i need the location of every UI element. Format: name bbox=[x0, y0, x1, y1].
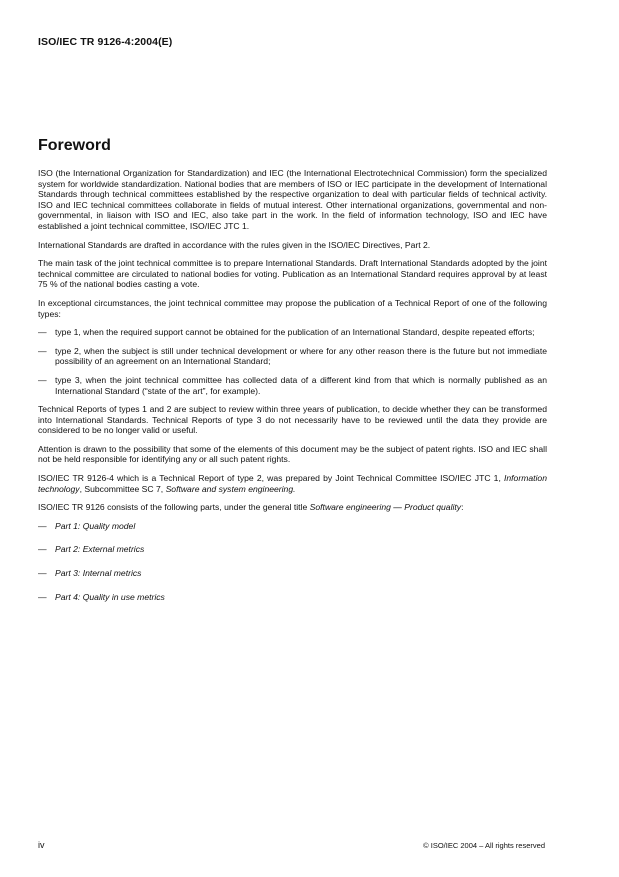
document-id-header: ISO/IEC TR 9126-4:2004(E) bbox=[38, 36, 173, 48]
paragraph-directives: International Standards are drafted in accordance with the rules given in the ISO/IEC Directives, Part 2. bbox=[38, 239, 431, 250]
list-item-text: type 1, when the required support cannot be obtained for the publication of an International Standard, despite repeated efforts; bbox=[55, 327, 535, 338]
dash-bullet: — bbox=[38, 345, 47, 356]
text-run-italic: Software engineering — Product quality bbox=[309, 502, 462, 513]
part-title: Part 1: Quality model bbox=[55, 520, 136, 531]
text-run: : bbox=[461, 502, 464, 513]
list-item-text: type 3, when the joint technical committee has collected data of a different kind from that which is normally published as an International Standard (“state of the art”, for example). bbox=[55, 374, 547, 396]
part-title: Part 3: Internal metrics bbox=[55, 568, 142, 579]
copyright-notice: © ISO/IEC 2004 – All rights reserved bbox=[423, 841, 545, 850]
dash-bullet: — bbox=[38, 520, 47, 531]
paragraph-review: Technical Reports of types 1 and 2 are subject to review within three years of publication, to decide whether they can be transformed into International Standards. Technical Reports of type 3 do not necessarily have to be reviewed until the data they provide are considered to be no longer valid or useful. bbox=[38, 404, 547, 436]
list-item bbox=[38, 544, 547, 555]
list-item bbox=[38, 521, 547, 532]
dash-bullet: — bbox=[38, 374, 47, 385]
text-run-italic: Information technology bbox=[38, 473, 547, 494]
dash-bullet: — bbox=[38, 568, 47, 579]
paragraph-organizations: ISO (the International Organization for Standardization) and IEC (the International Electrotechnical Commission) form the specialized system for worldwide standardization. National bodies that are members of ISO or IEC participate in the development of International Standards through technical committees established by the respective organization to deal with particular fields of technical activity. ISO and IEC technical committees collaborate in fields of mutual interest. Other international organizations, governmental and non-governmental, in liaison with ISO and IEC, also take part in the work. In the field of information technology, ISO and IEC have established a joint technical committee, ISO/IEC JTC 1. bbox=[38, 168, 547, 231]
page-title: Foreword bbox=[38, 137, 111, 154]
text-run: ISO/IEC TR 9126 consists of the following parts, under the general title bbox=[38, 502, 310, 513]
list-item bbox=[38, 327, 547, 338]
report-types-list bbox=[38, 327, 547, 396]
text-run: ISO/IEC TR 9126-4 which is a Technical Report of type 2, was prepared by Joint Technical Committee ISO/IEC JTC 1, bbox=[38, 473, 504, 484]
list-item bbox=[38, 375, 547, 396]
list-item bbox=[38, 568, 547, 579]
dash-bullet: — bbox=[38, 591, 47, 602]
paragraph-prepared-by bbox=[38, 473, 547, 494]
paragraph-exceptional: In exceptional circumstances, the joint technical committee may propose the publication of a Technical Report of one of the following types: bbox=[38, 297, 547, 319]
list-item bbox=[38, 592, 547, 603]
dash-bullet: — bbox=[38, 544, 47, 555]
list-item-text: type 2, when the subject is still under technical development or where for any other reason there is the future but not immediate possibility of an agreement on an International Standard; bbox=[55, 345, 547, 367]
paragraph-patent: Attention is drawn to the possibility that some of the elements of this document may be the subject of patent rights. ISO and IEC shall not be held responsible for identifying any or all such patent rights. bbox=[38, 443, 547, 465]
foreword-body bbox=[38, 168, 547, 615]
dash-bullet: — bbox=[38, 327, 47, 338]
list-item bbox=[38, 346, 547, 367]
part-title: Part 4: Quality in use metrics bbox=[55, 591, 165, 602]
parts-list bbox=[38, 521, 547, 602]
text-run-italic: Software and system engineering. bbox=[165, 483, 296, 494]
text-run: , Subcommittee SC 7, bbox=[79, 483, 166, 494]
page-number: iv bbox=[38, 840, 45, 850]
part-title: Part 2: External metrics bbox=[55, 544, 145, 555]
paragraph-parts-intro bbox=[38, 502, 547, 513]
paragraph-main-task: The main task of the joint technical committee is to prepare International Standards. Draft International Standards adopted by the joint technical committee are circulated to national bodies for voting. Publication as an International Standard requires approval by at least 75 % of the national bodies casting a vote. bbox=[38, 258, 547, 290]
